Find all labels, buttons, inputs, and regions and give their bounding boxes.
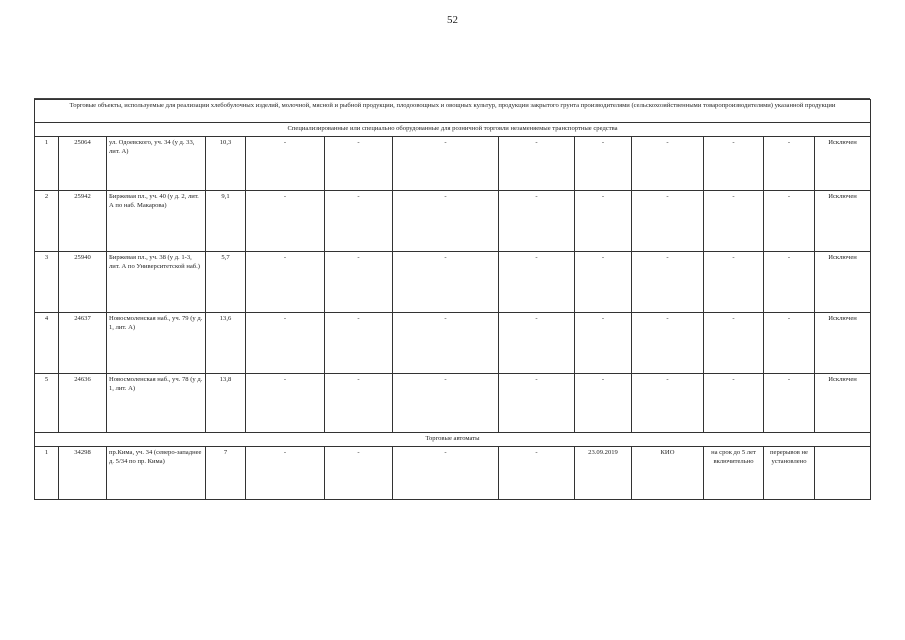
status-cell: Исключен xyxy=(815,373,871,432)
cell: - xyxy=(704,190,764,251)
cell: - xyxy=(393,312,499,373)
cell: - xyxy=(499,446,575,499)
status-cell: Исключен xyxy=(815,136,871,190)
object-area: 13,6 xyxy=(206,312,246,373)
cell: - xyxy=(325,446,393,499)
row-number: 4 xyxy=(35,312,59,373)
cell: - xyxy=(764,136,815,190)
object-id: 24637 xyxy=(59,312,107,373)
table-row xyxy=(35,312,871,373)
status-cell: Исключен xyxy=(815,190,871,251)
date-cell: 23.09.2019 xyxy=(575,446,632,499)
object-area: 10,3 xyxy=(206,136,246,190)
cell: - xyxy=(325,190,393,251)
term-cell: на срок до 5 лет включительно xyxy=(704,446,764,499)
cell: - xyxy=(325,312,393,373)
object-id: 25942 xyxy=(59,190,107,251)
object-address: ул. Одоевского, уч. 34 (у д. 33, лит. А) xyxy=(107,136,206,190)
status-cell: Исключен xyxy=(815,312,871,373)
status-cell: Исключен xyxy=(815,251,871,312)
cell: - xyxy=(325,373,393,432)
cell: - xyxy=(764,373,815,432)
status-cell xyxy=(815,446,871,499)
table-row xyxy=(35,446,871,499)
cell: - xyxy=(246,373,325,432)
row-number: 1 xyxy=(35,136,59,190)
table-header: Торговые объекты, используемые для реализации хлебобулочных изделий, молочной, мясной и рыбной продукции, плодоовощных и овощных культур, продукции закрытого грунта производителями (сельскохозяйственными товаропроизводителями) указанной продукции xyxy=(35,100,871,123)
cell: - xyxy=(764,312,815,373)
table-row xyxy=(35,190,871,251)
cell: - xyxy=(632,312,704,373)
object-area: 9,1 xyxy=(206,190,246,251)
cell: - xyxy=(704,136,764,190)
section-1-title: Специализированные или специально оборудованные для розничной торговли незаменяемые транспортные средства xyxy=(35,123,871,137)
object-address: Биржевая пл., уч. 38 (у д. 1-3, лит. А по Университетской наб.) xyxy=(107,251,206,312)
cell: - xyxy=(575,251,632,312)
cell: - xyxy=(499,190,575,251)
row-number: 3 xyxy=(35,251,59,312)
cell: - xyxy=(393,136,499,190)
breaks-cell: перерывов не установлено xyxy=(764,446,815,499)
object-address: пр.Кима, уч. 34 (северо-западнее д. 5/34 по пр. Кима) xyxy=(107,446,206,499)
cell: - xyxy=(246,251,325,312)
table-header-row xyxy=(35,100,871,123)
row-number: 1 xyxy=(35,446,59,499)
trade-objects-table xyxy=(34,99,871,500)
cell: - xyxy=(499,373,575,432)
cell: - xyxy=(325,251,393,312)
cell: - xyxy=(575,136,632,190)
cell: - xyxy=(632,190,704,251)
object-address: Новосмоленская наб., уч. 78 (у д. 1, лит. А) xyxy=(107,373,206,432)
cell: - xyxy=(632,373,704,432)
object-address: Биржевая пл., уч. 40 (у д. 2, лит. А по наб. Макарова) xyxy=(107,190,206,251)
cell: - xyxy=(499,312,575,373)
section-2-title: Торговые автоматы xyxy=(35,432,871,446)
table-row xyxy=(35,251,871,312)
cell: - xyxy=(499,136,575,190)
cell: - xyxy=(246,312,325,373)
authority-cell: КИО xyxy=(632,446,704,499)
object-area: 13,8 xyxy=(206,373,246,432)
object-id: 24636 xyxy=(59,373,107,432)
cell: - xyxy=(393,373,499,432)
section-title-row xyxy=(35,432,871,446)
cell: - xyxy=(632,251,704,312)
page-number: 52 xyxy=(447,14,458,26)
cell: - xyxy=(499,251,575,312)
object-area: 5,7 xyxy=(206,251,246,312)
section-title-row xyxy=(35,123,871,137)
cell: - xyxy=(764,251,815,312)
object-id: 25064 xyxy=(59,136,107,190)
cell: - xyxy=(704,373,764,432)
cell: - xyxy=(393,190,499,251)
cell: - xyxy=(246,446,325,499)
cell: - xyxy=(246,136,325,190)
object-id: 25940 xyxy=(59,251,107,312)
cell: - xyxy=(325,136,393,190)
row-number: 2 xyxy=(35,190,59,251)
cell: - xyxy=(575,312,632,373)
cell: - xyxy=(704,312,764,373)
row-number: 5 xyxy=(35,373,59,432)
cell: - xyxy=(393,446,499,499)
cell: - xyxy=(246,190,325,251)
cell: - xyxy=(632,136,704,190)
table-row xyxy=(35,373,871,432)
cell: - xyxy=(575,373,632,432)
object-address: Новосмоленская наб., уч. 79 (у д. 1, лит. А) xyxy=(107,312,206,373)
cell: - xyxy=(393,251,499,312)
object-id: 34298 xyxy=(59,446,107,499)
table-row xyxy=(35,136,871,190)
object-area: 7 xyxy=(206,446,246,499)
cell: - xyxy=(704,251,764,312)
cell: - xyxy=(764,190,815,251)
cell: - xyxy=(575,190,632,251)
